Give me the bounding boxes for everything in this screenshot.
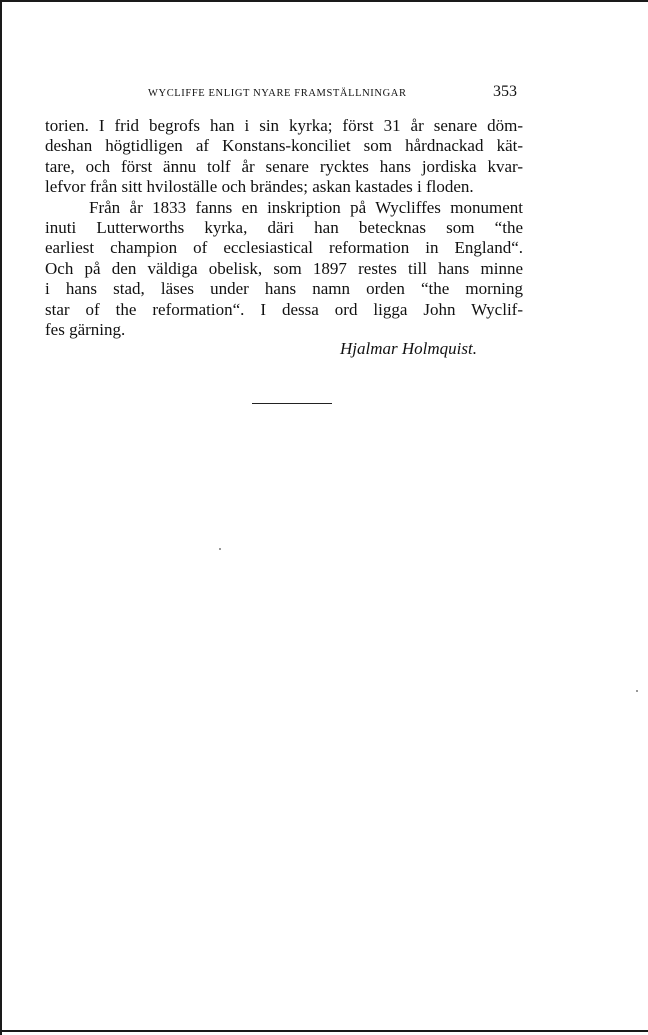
text-line: tare, och först ännu tolf år senare rycktes hans jordiska kvar- (45, 156, 523, 176)
author-signature: Hjalmar Holmquist. (340, 339, 477, 358)
running-head: WYCLIFFE ENLIGT NYARE FRAMSTÄLLNINGAR (148, 88, 407, 99)
text-line: fes gärning. (45, 319, 126, 339)
body-text (45, 116, 523, 340)
scan-edge-left (0, 0, 2, 1035)
text-line: star of the reformation“. I dessa ord ligga John Wyclif- (45, 299, 523, 319)
text-line: Och på den väldiga obelisk, som 1897 restes till hans minne (45, 258, 523, 278)
text-line: lefvor från sitt hviloställe och brändes; askan kastades i floden. (45, 177, 474, 197)
text-line: Från år 1833 fanns en inskription på Wycliffes monument (89, 197, 523, 217)
text-line: deshan högtidligen af Konstans-konciliet som hårdnackad kät- (45, 136, 523, 156)
scan-speck (219, 548, 221, 550)
text-line: inuti Lutterworths kyrka, däri han betecknas som “the (45, 217, 523, 237)
scan-edge-top (0, 0, 648, 2)
text-line: torien. I frid begrofs han i sin kyrka; först 31 år senare döm- (45, 116, 523, 135)
section-end-rule (252, 403, 332, 404)
scan-speck (636, 690, 638, 692)
text-line: earliest champion of ecclesiastical reformation in England“. (45, 238, 523, 258)
text-line: i hans stad, läses under hans namn orden “the morning (45, 279, 523, 299)
scan-edge-bottom (0, 1030, 648, 1032)
page-number: 353 (493, 83, 517, 100)
